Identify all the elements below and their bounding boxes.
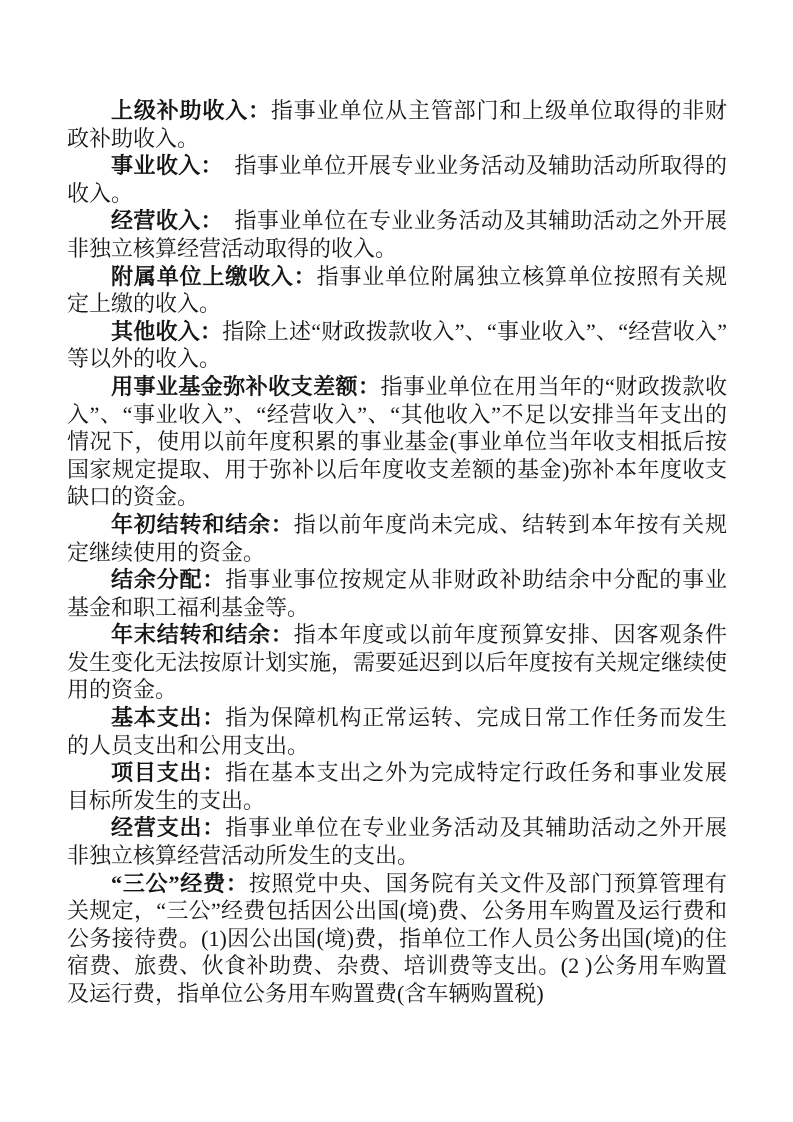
term-definition: 指事业单位附属独立核算单位按照有关规定上缴的收入。 <box>67 263 727 317</box>
paragraph-business-income <box>67 207 727 262</box>
term-label: 附属单位上缴收入： <box>111 263 317 289</box>
term-definition: 指本年度或以前年度预算安排、因客观条件发生变化无法按原计划实施，需要延迟到以后年度按有关规定继续使用的资金。 <box>67 622 728 703</box>
term-label: 基本支出： <box>111 705 226 731</box>
paragraph-upper-level-subsidy-income <box>67 97 727 152</box>
paragraph-institutional-income <box>67 152 727 207</box>
paragraph-affiliated-unit-remitted-income <box>67 263 727 318</box>
term-definition: 按照党中央、国务院有关文件及部门预算管理有关规定，“三公”经费包括因公出国(境)费、公务用车购置及运行费和公务接待费。(1)因公出国(境)费，指单位工作人员公务出国(境)的住宿费、旅费、伙食补助费、杂费、培训费等支出。(2 )公务用车购置及运行费，指单位公务用车购置费(含车辆购置税) <box>67 870 727 1006</box>
term-definition: 指事业单位在专业业务活动及其辅助活动之外开展非独立核算经营活动所发生的支出。 <box>67 815 727 869</box>
document-body <box>67 97 727 1008</box>
term-definition: 指事业事位按规定从非财政补助结余中分配的事业基金和职工福利基金等。 <box>67 567 727 620</box>
term-definition: 指事业单位在专业业务活动及其辅助活动之外开展非独立核算经营活动取得的收入。 <box>67 208 727 261</box>
term-label: 结余分配： <box>111 567 226 593</box>
term-definition: 指以前年度尚未完成、结转到本年按有关规定继续使用的资金。 <box>67 511 727 565</box>
paragraph-business-expenditure <box>67 814 727 869</box>
term-label: 年末结转和结余： <box>111 622 294 648</box>
paragraph-surplus-distribution <box>67 566 727 621</box>
paragraph-three-public-funds <box>67 870 727 1008</box>
paragraph-basic-expenditure <box>67 704 727 759</box>
term-definition: 指事业单位开展专业业务活动及辅助活动所取得的收入。 <box>67 153 727 206</box>
term-label: “三公”经费： <box>111 870 249 896</box>
term-definition: 指为保障机构正常运转、完成日常工作任务而发生的人员支出和公用支出。 <box>67 705 727 758</box>
term-label: 年初结转和结余： <box>111 511 294 537</box>
paragraph-project-expenditure <box>67 759 727 814</box>
term-definition: 指在基本支出之外为完成特定行政任务和事业发展目标所发生的支出。 <box>67 760 727 813</box>
term-label: 其他收入： <box>111 318 223 344</box>
term-label: 上级补助收入： <box>111 98 271 123</box>
paragraph-beginning-year-carryover-surplus <box>67 511 727 566</box>
paragraph-other-income <box>67 318 727 373</box>
term-label: 项目支出： <box>111 760 226 786</box>
term-definition: 指事业单位在用当年的“财政拨款收入”、“事业收入”、“经营收入”、“其他收入”不足以安排当年支出的情况下，使用以前年度积累的事业基金(事业单位当年收支相抵后按国家规定提取、用于弥补以后年度收支差额的基金)弥补本年度收支缺口的资金。 <box>67 373 727 510</box>
paragraph-year-end-carryover-surplus <box>67 621 727 704</box>
term-definition: 指除上述“财政拨款收入”、“事业收入”、“经营收入”等以外的收入。 <box>67 318 727 372</box>
term-definition: 指事业单位从主管部门和上级单位取得的非财政补助收入。 <box>67 98 727 151</box>
term-label: 用事业基金弥补收支差额： <box>111 373 381 399</box>
paragraph-institutional-fund-deficit-cover <box>67 373 727 511</box>
term-label: 经营收入： <box>111 208 213 234</box>
term-label: 事业收入： <box>111 153 213 179</box>
term-label: 经营支出： <box>111 815 226 841</box>
